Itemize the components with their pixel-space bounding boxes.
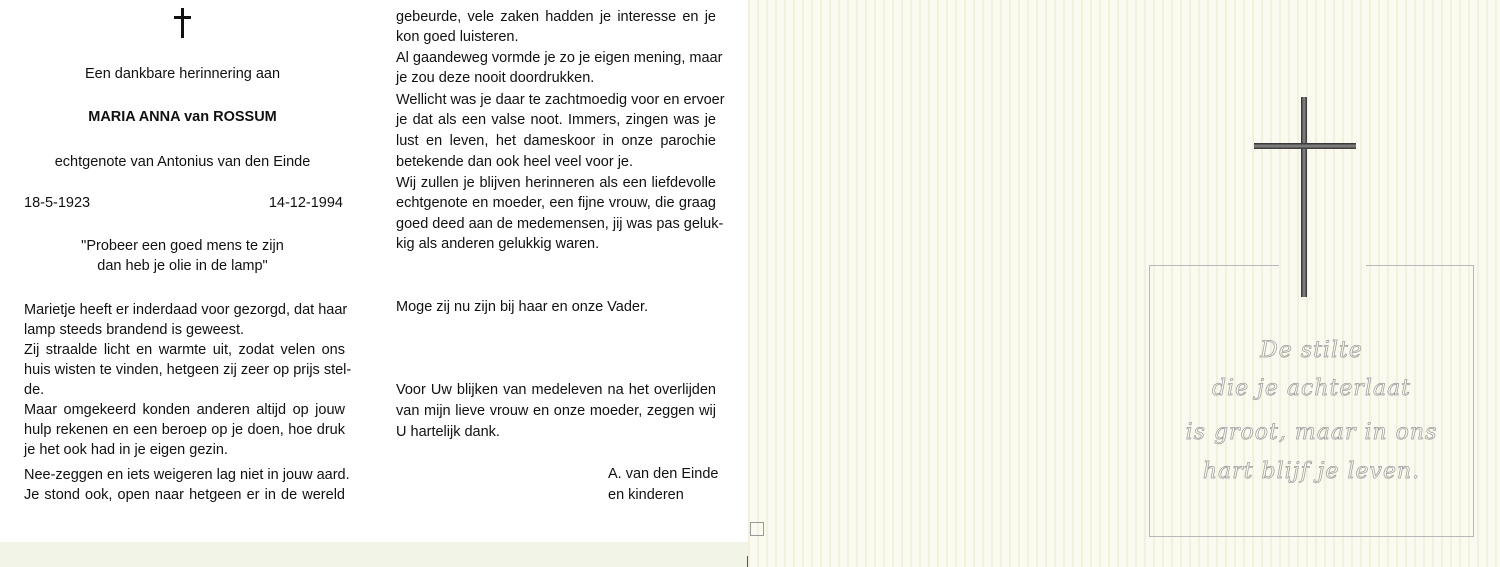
- body-line: goed deed aan de medemensen, jij was pas geluk-: [396, 216, 724, 232]
- body-line: lust en leven, het dameskoor in onze parochie: [396, 133, 716, 149]
- middle-panel: [370, 0, 748, 567]
- cross-icon: [172, 8, 194, 40]
- thanks-line: U hartelijk dank.: [396, 424, 500, 440]
- scan-edge: [0, 542, 748, 567]
- body-line: Je stond ook, open naar hetgeen er in de wereld: [24, 487, 345, 503]
- body-line: betekende dan ook heel veel voor je.: [396, 154, 634, 170]
- signature-line-2: en kinderen: [608, 487, 684, 503]
- body-line: echtgenote en moeder, een fijne vrouw, die graag: [396, 195, 716, 211]
- deceased-name: MARIA ANNA van ROSSUM: [88, 109, 277, 125]
- spouse-text: echtgenote van Antonius van den Einde: [54, 154, 311, 170]
- body-line: Al gaandeweg vormde je zo je eigen mening, maar: [396, 50, 723, 66]
- body-line: Maar omgekeerd konden anderen altijd op jouw: [24, 402, 345, 418]
- poem-line-2: die je achterlaat: [1211, 376, 1412, 401]
- body-line: Marietje heeft er inderdaad voor gezorgd, dat haar: [24, 302, 348, 318]
- body-line: huis wisten te vinden, hetgeen zij zeer op prijs stel-: [24, 362, 352, 378]
- poem-line-4: hart blijf je leven.: [1202, 459, 1421, 484]
- cover-panel: [748, 0, 1500, 567]
- quote-line-1: "Probeer een goed mens te zijn: [81, 238, 284, 254]
- death-date: 14-12-1994: [268, 195, 343, 211]
- body-line: lamp steeds brandend is geweest.: [24, 322, 245, 338]
- body-line: kon goed luisteren.: [396, 29, 519, 45]
- poem-line-1: De stilte: [1260, 338, 1363, 363]
- printer-logo-icon: [750, 522, 764, 536]
- body-line: de.: [24, 382, 45, 398]
- body-line: Wij zullen je blijven herinneren als een liefdevolle: [396, 175, 716, 191]
- quote-line-2: dan heb je olie in de lamp": [97, 258, 268, 274]
- body-line: Wellicht was je daar te zachtmoedig voor en ervoer: [396, 92, 725, 108]
- body-line: je dat als een valse noot. Immers, zingen was je: [396, 112, 716, 128]
- body-line: gebeurde, vele zaken hadden je interesse en je: [396, 9, 716, 25]
- thanks-line: Voor Uw blijken van medeleven na het overlijden: [396, 382, 716, 398]
- fold-mark: [747, 556, 748, 567]
- body-line: kig als anderen gelukkig waren.: [396, 236, 600, 252]
- body-line: hulp rekenen en een beroep op je doen, hoe druk: [24, 422, 345, 438]
- body-line: je het ook had in je eigen gezin.: [24, 442, 228, 458]
- body-line: Zij straalde licht en warmte uit, zodat velen ons: [24, 342, 345, 358]
- farewell-text: Moge zij nu zijn bij haar en onze Vader.: [396, 299, 649, 315]
- birth-date: 18-5-1923: [24, 195, 91, 211]
- intro-text: Een dankbare herinnering aan: [84, 66, 281, 82]
- body-line: Nee-zeggen en iets weigeren lag niet in jouw aard.: [24, 467, 350, 483]
- left-panel: [0, 0, 370, 567]
- body-line: je zou deze nooit doordrukken.: [396, 70, 595, 86]
- poem-line-3: is groot, maar in ons: [1185, 420, 1438, 445]
- signature-line-1: A. van den Einde: [608, 466, 719, 482]
- thanks-line: van mijn lieve vrouw en onze moeder, zeggen wij: [396, 403, 716, 419]
